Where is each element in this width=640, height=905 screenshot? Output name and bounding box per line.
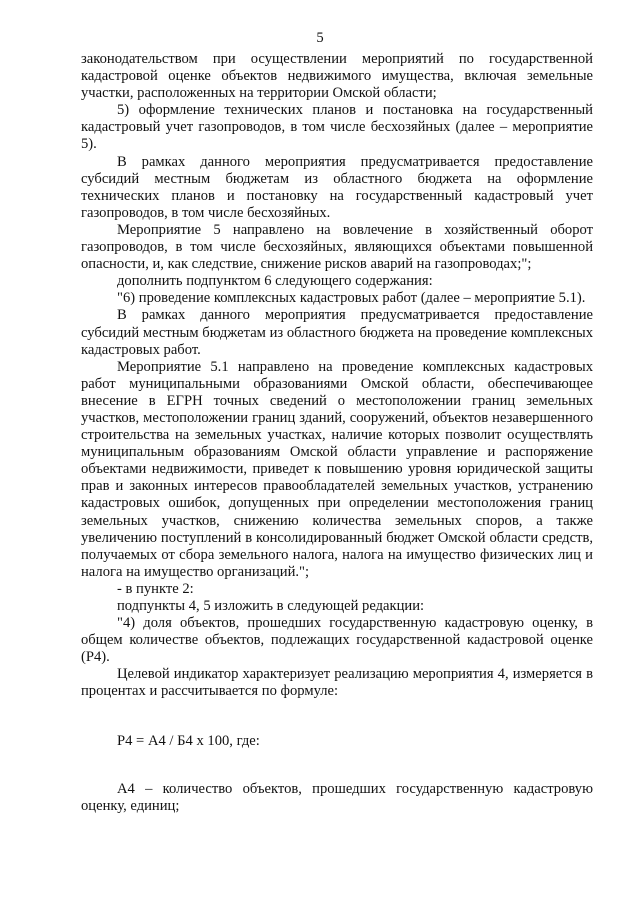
paragraph-measure-5-goal: Мероприятие 5 направлено на вовлечение в хозяйственный оборот газопроводов, в том числе бесхозяйных, являющихся объектами повышенной опасности, и, как следствие, снижение рисков аварий на газопроводах;"; (81, 221, 593, 273)
paragraph-add-subitem-6: дополнить подпунктом 6 следующего содержания: (117, 273, 433, 290)
paragraph-measure-5-1-subsidy: В рамках данного мероприятия предусматривается предоставление субсидий местным бюджетам из областного бюджета на проведение комплексных кадастровых работ. (81, 307, 593, 358)
paragraph-in-item-2: - в пункте 2: (117, 580, 194, 597)
paragraph-indicator-description: Целевой индикатор характеризует реализацию мероприятия 4, измеряется в процентах и рассчитывается по формуле: (81, 666, 593, 700)
document-body (81, 51, 593, 815)
paragraph-measure-5-1-goal: Мероприятие 5.1 направлено на проведение комплексных кадастровых работ муниципальными образованиями Омской области, обеспечивающее внесение в ЕГРН точных сведений о местоположении границ земельных участков, местоположении границ зданий, сооружений, объектов незавершенного строительства на земельных участках, наличие которых позволит осуществлять муниципальным образованиям Омской области управление и распоряжение объектами недвижимости, приведет к повышению уровня юридической защиты прав и законных интересов правообладателей земельных участков, устранению кадастровых ошибок, допущенных при определении местоположения границ земельных участков, снижению количества земельных споров, а также увеличению поступлений в консолидированный бюджет Омской области средств, получаемых от сбора земельного налога, налога на имущество физических лиц и налога на имущество организаций."; (81, 358, 593, 580)
paragraph-a4-definition: А4 – количество объектов, прошедших государственную кадастровую оценку, единиц; (81, 780, 593, 814)
paragraph-subitems-4-5: подпункты 4, 5 изложить в следующей редакции: (117, 598, 425, 614)
paragraph-continuation: законодательством при осуществлении мероприятий по государственной кадастровой оценке объектов недвижимого имущества, включая земельные участки, расположенных на территории Омской области; (81, 51, 593, 102)
paragraph-item-6: "6) проведение комплексных кадастровых работ (далее – мероприятие 5.1). (117, 290, 586, 307)
paragraph-item-5: 5) оформление технических планов и постановка на государственный кадастровый учет газопроводов, в том числе бесхозяйных (далее – мероприятие 5). (81, 102, 593, 153)
formula: Р4 = А4 / Б4 х 100, где: (117, 732, 260, 749)
page-number: 5 (316, 30, 324, 46)
paragraph-indicator-4: "4) доля объектов, прошедших государственную кадастровую оценку, в общем количестве объектов, подлежащих государственной кадастровой оценке (Р4). (81, 615, 593, 666)
paragraph-measure-5-subsidy: В рамках данного мероприятия предусматривается предоставление субсидий местным бюджетам из областного бюджета на оформление технических планов и постановку на государственный кадастровый учет газопроводов, в том числе бесхозяйных. (81, 153, 593, 221)
